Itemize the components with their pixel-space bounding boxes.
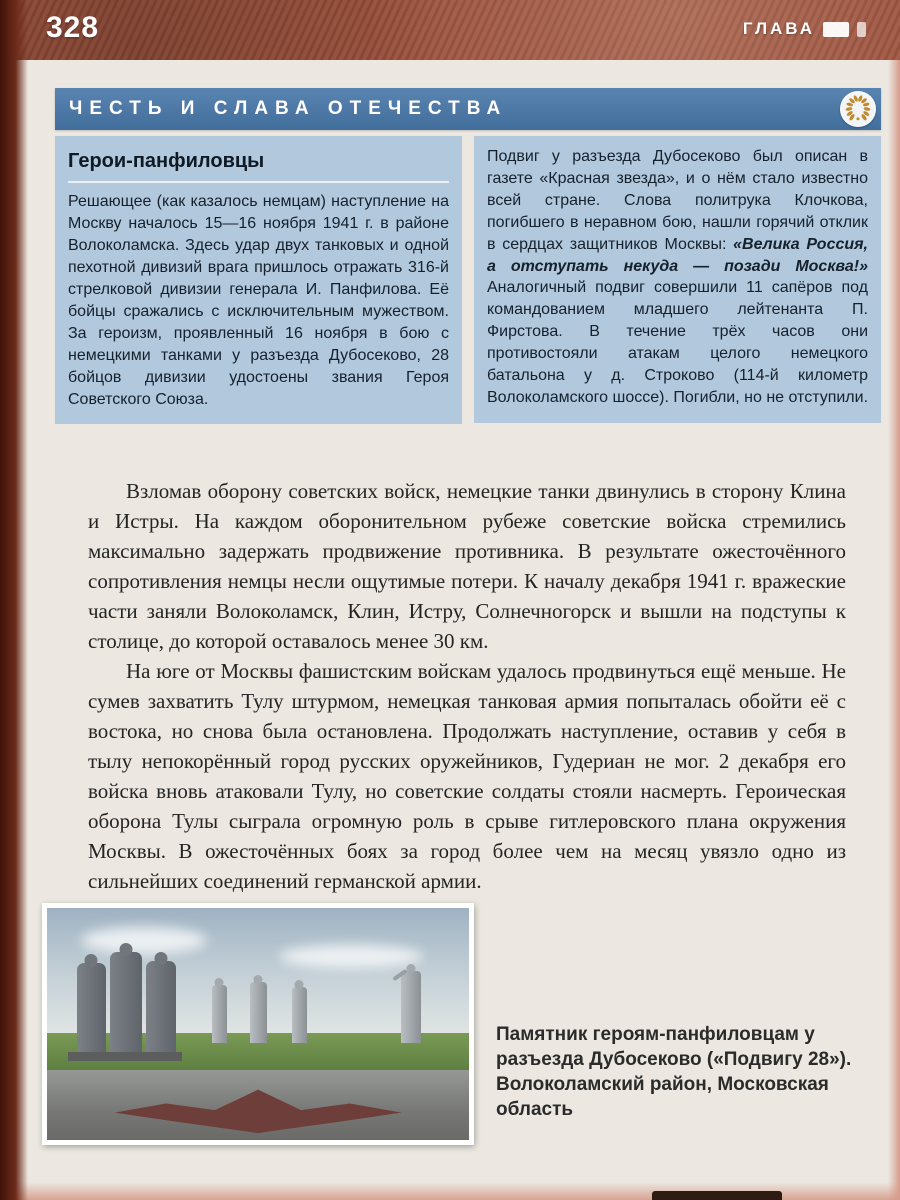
chapter-marker-block: [823, 22, 849, 37]
monument-figure: [42, 903, 474, 1145]
sidebar-heading: Герои-панфиловцы: [68, 150, 265, 172]
rubric-bar: [55, 88, 881, 130]
soldier-statue: [292, 987, 307, 1043]
book-gutter-edge: [0, 0, 28, 1200]
sidebar-left-column: [55, 136, 462, 424]
page-number: 328: [46, 11, 100, 44]
body-paragraph-2: На юге от Москвы фашистским войскам удалось продвинуться ещё меньше. Не сумев захватить Тулу штурмом, немецкая танковая армия попыталась обойти её с востока, но снова была остановлена. Продолжать наступление, оставив у себя в тылу непокорённый город русских оружейников, Гудериан не мог. 2 декабря его войска вновь атаковали Тулу, но советские солдаты стояли насмерть. Героическая оборона Тулы сыграла огромную роль в срыве гитлеровского плана окружения Москвы. В ожесточённых боях за город более чем на месяц увязло одно из сильнейших соединений германской армии.: [88, 659, 846, 894]
sidebar-right-text: [487, 146, 868, 409]
quote-emphasis: «Велика Россия, а отступать некуда — позади Москва!»: [487, 235, 869, 275]
soldier-statue: [110, 952, 142, 1054]
laurel-wreath-icon: [840, 91, 876, 127]
soldier-statue: [212, 985, 227, 1043]
sidebar-left-text: Решающее (как казалось немцам) наступление на Москву началось 15—16 ноября 1941 г. в районе Волоколамска. Здесь удар двух танковых и одной пехотной дивизий врага пришлось отражать 316-й стрелковой дивизии генерала И. Панфилова. Её бойцы сражались с исключительным мужеством. За героизм, проявленный 16 ноября в бою с немецкими танками у разъезда Дубосеково, 28 бойцов дивизии удостоены звания Героя Советского Союза.: [68, 193, 449, 408]
soldier-statue: [250, 982, 268, 1042]
soldier-statue: [77, 963, 107, 1054]
sidebar-right-text-before: Подвиг у разъезда Дубосеково был описан в газете «Красная звезда», и о нём стало известно всей стране. Слова политрука Клочкова, погибшего в неравном бою, нашли горячий отклик в сердцах защитников Москвы:: [487, 148, 868, 253]
body-text: [88, 476, 846, 896]
body-paragraph-1: Взломав оборону советских войск, немецкие танки двинулись в сторону Клина и Истры. На каждом оборонительном рубеже советские войска стремились максимально задержать продвижение противника. В результате ожесточённого сопротивления немцы несли ощутимые потери. К началу декабря 1941 г. вражеские части заняли Волоколамск, Клин, Истру, Солнечногорск и вышли на подступы к столице, до которой оставалось менее 30 км.: [88, 479, 846, 654]
page-edge-artifact: [652, 1191, 782, 1200]
soldier-statue-raised-arm: [401, 971, 420, 1043]
rubric-title: ЧЕСТЬ И СЛАВА ОТЕЧЕСТВА: [69, 98, 508, 119]
chapter-marker-block: [857, 22, 866, 37]
figure-caption: Памятник героям-панфиловцам у разъезда Дубосеково («Подвигу 28»). Волоколамский район, Московская область: [496, 1024, 852, 1121]
heading-rule: [68, 181, 449, 183]
soldier-statue: [146, 961, 176, 1055]
sidebar-right-column: [474, 136, 881, 423]
sidebar-right-text-after: Аналогичный подвиг совершили 11 сапёров под командованием младшего лейтенанта П. Фирстова. В течение трёх часов они противостояли атакам целого немецкого батальона у д. Строково (114-й километр Волоколамского шоссе). Погибли, но не отступили.: [487, 279, 869, 406]
page-right-edge: [888, 60, 900, 1200]
soldier-statue-group: [72, 943, 178, 1054]
statue-pedestal: [68, 1052, 182, 1061]
monument-photo: [47, 908, 469, 1140]
sidebar-panel: [55, 136, 881, 424]
chapter-label: ГЛАВА: [742, 19, 815, 38]
page-header-band: [0, 0, 900, 60]
chapter-label-group: [743, 19, 866, 39]
